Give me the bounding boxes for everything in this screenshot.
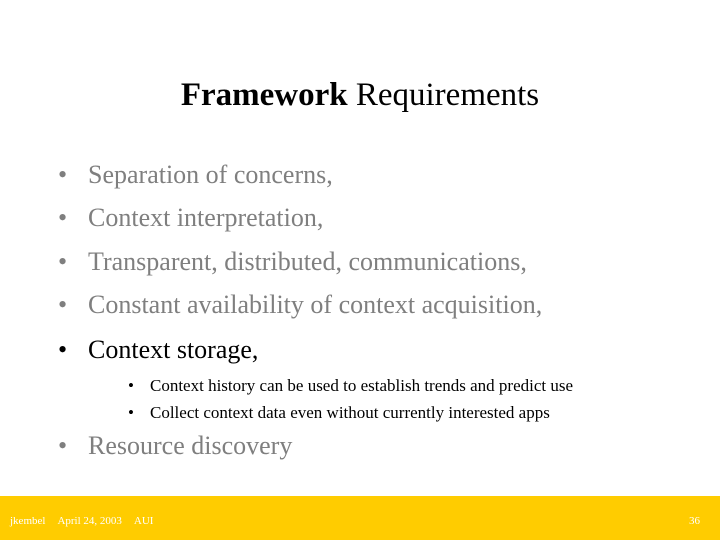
- slide-title-bold: Framework: [180, 77, 348, 113]
- bullet-item-active: [58, 334, 258, 366]
- bullet-marker: •: [58, 431, 68, 460]
- bullet-marker: •: [58, 247, 68, 276]
- sub-bullet-item: [128, 375, 573, 397]
- bullet-item: [58, 159, 333, 191]
- bullet-text: Context interpretation,: [88, 203, 324, 232]
- bullet-text: Separation of concerns,: [88, 160, 333, 189]
- footer-bar: [0, 496, 720, 540]
- bullet-marker: •: [58, 160, 68, 189]
- slide-title: [0, 74, 720, 116]
- footer-author: jkembel: [10, 515, 46, 527]
- sub-bullet-marker: •: [128, 376, 134, 395]
- sub-bullet-text: Collect context data even without currently interested apps: [150, 403, 550, 422]
- slide-title-rest: Requirements: [347, 77, 540, 113]
- bullet-text: Resource discovery: [88, 431, 293, 460]
- bullet-item: [58, 430, 292, 462]
- footer-date: April 24, 2003: [57, 515, 122, 527]
- footer-course: AUI: [133, 515, 154, 527]
- bullet-marker: •: [58, 335, 68, 364]
- bullet-marker: •: [58, 203, 68, 232]
- bullet-item: [58, 246, 527, 278]
- bullet-item: [58, 202, 323, 234]
- bullet-text: Context storage,: [88, 335, 259, 364]
- bullet-text: Constant availability of context acquisition,: [88, 290, 543, 319]
- bullet-marker: •: [58, 290, 68, 319]
- sub-bullet-marker: •: [128, 403, 134, 422]
- sub-bullet-text: Context history can be used to establish trends and predict use: [150, 376, 574, 395]
- sub-bullet-item: [128, 402, 550, 424]
- bullet-text: Transparent, distributed, communications,: [88, 247, 527, 276]
- bullet-item: [58, 289, 542, 321]
- footer-info: [10, 514, 153, 528]
- page-number: 36: [689, 515, 700, 527]
